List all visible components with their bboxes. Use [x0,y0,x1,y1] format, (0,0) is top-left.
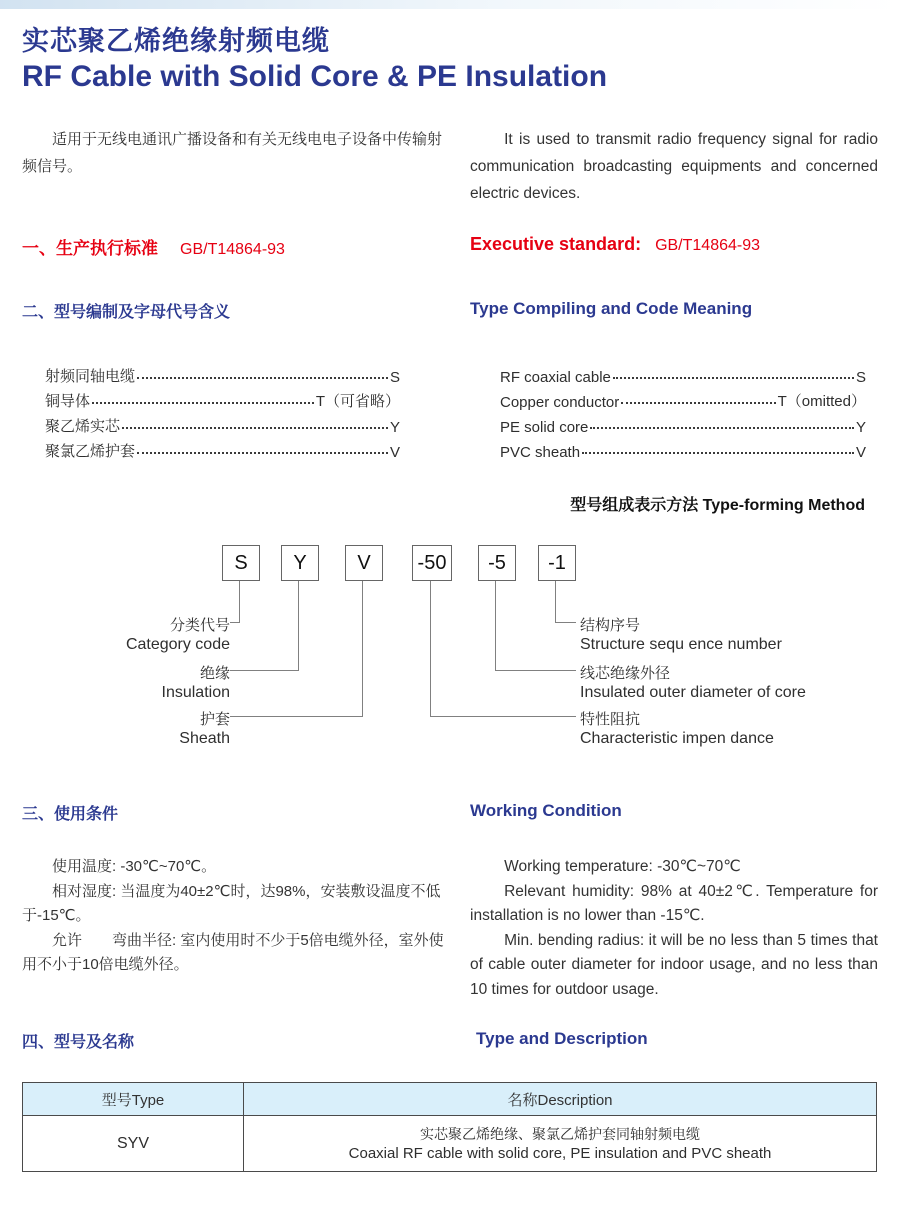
code-value: V [855,444,866,461]
connector-line [230,622,240,623]
section2-heading-row [22,299,878,322]
connector-line [430,581,431,716]
connector-line [230,716,363,717]
dotted-leader [582,452,854,454]
connector-line [555,581,556,622]
diagram-box-v: V [345,545,383,581]
wc-paragraph: Working temperature: -30℃~70℃ [504,858,741,875]
code-label: RF coaxial cable [500,369,611,386]
wc-paragraph: 允许 弯曲半径: 室内使用时不少于5倍电缆外径，室外使用不小于10倍电缆外径。 [22,931,444,973]
standard-heading-en: Executive standard: [470,234,642,254]
connector-line [495,581,496,670]
code-list-en [470,361,878,461]
diagram-label-category-code-zh: 分类代号 [169,617,230,634]
title-block [22,24,607,96]
working-condition-en [470,855,878,1002]
connector-line [239,581,240,622]
dotted-leader [92,402,314,404]
diagram-label-impedance-en: Characteristic impen dance [580,730,774,747]
diagram-label-category-code-en: Category code [125,636,230,653]
working-condition-zh [22,855,445,1002]
diagram-label-insulation-zh: 绝缘 [199,665,230,682]
top-accent-band [0,0,900,9]
page-title-en: RF Cable with Solid Core & PE Insulation [22,60,608,93]
code-value: S [855,369,866,386]
code-label: PE solid core [500,419,589,436]
table-row [23,1116,877,1172]
code-list-zh [22,361,445,461]
standard-en [470,234,878,259]
connector-line [298,581,299,670]
working-condition-row [22,855,878,1002]
diagram-box-5: -5 [478,545,516,581]
code-value: Y [855,419,866,436]
diagram-label-core-diameter-zh: 线芯绝缘外径 [580,665,671,682]
wc-paragraph: Min. bending radius: it will be no less than 5 times that of cable outer diameter for indoor usage, and no less than 10 times for outdoor usage. [470,931,878,998]
code-row [500,436,866,461]
connector-line [230,670,299,671]
diagram-box-50: -50 [412,545,452,581]
dotted-leader [122,427,388,429]
code-lists-row [22,361,878,461]
code-row [500,386,866,411]
intro-paragraph-zh: 适用于无线电通讯广播设备和有关无线电电子设备中传输射频信号。 [22,131,443,175]
dotted-leader [137,452,388,454]
section4-heading-en: Type and Description [476,1029,648,1048]
code-label: 射频同轴电缆 [45,368,136,385]
type-forming-method-heading: 型号组成表示方法 Type-forming Method [570,497,865,514]
code-label: PVC sheath [500,444,581,461]
diagram-box-s: S [222,545,260,581]
code-value: T（omitted） [777,393,866,410]
standard-row [22,234,878,259]
section2-heading-zh: 二、型号编制及字母代号含义 [22,304,231,321]
code-row [45,411,400,436]
code-value: T（可省略） [315,393,400,410]
standard-zh [22,234,445,259]
code-value: S [389,369,400,386]
type-description-table [22,1082,877,1172]
section4-heading-row [22,1029,878,1052]
connector-line [362,581,363,716]
table-cell-type: SYV [23,1116,244,1172]
description-en: Coaxial RF cable with solid core, PE insulation and PVC sheath [348,1144,772,1162]
wc-paragraph: Relevant humidity: 98% at 40±2℃. Temperature for installation is no lower than -15℃. [470,882,878,924]
diagram-box-y: Y [281,545,319,581]
section2-heading-en: Type Compiling and Code Meaning [470,299,753,318]
description-zh: 实芯聚乙烯绝缘、聚氯乙烯护套同轴射频电缆 [420,1125,700,1142]
dotted-leader [590,427,854,429]
code-row [45,436,400,461]
connector-line [495,670,576,671]
diagram-label-structure-number-en: Structure sequ ence number [580,636,782,653]
dotted-leader [613,377,854,379]
intro-paragraph-en: It is used to transmit radio frequency signal for radio communication broadcasting equipments and concerned electric devices. [470,131,878,202]
section3-heading-en: Working Condition [470,801,622,820]
diagram-label-insulation-en: Insulation [161,684,230,701]
table-header-type: 型号Type [23,1083,244,1116]
code-row [45,361,400,386]
code-label: 铜导体 [45,393,91,410]
diagram-box-1: -1 [538,545,576,581]
type-forming-diagram [0,538,900,770]
table-header-row [23,1083,877,1116]
code-label: 聚乙烯实芯 [45,418,121,435]
code-row [500,361,866,386]
code-value: Y [389,419,400,436]
diagram-label-core-diameter-en: Insulated outer diameter of core [580,684,806,701]
standard-value-zh: GB/T14864-93 [180,241,285,258]
diagram-label-sheath-zh: 护套 [199,711,230,728]
section3-heading-row [22,801,878,824]
diagram-label-structure-number-zh: 结构序号 [580,617,641,634]
code-row [500,411,866,436]
intro-row [22,126,878,207]
diagram-label-sheath-en: Sheath [179,730,230,747]
diagram-label-impedance-zh: 特性阻抗 [580,711,641,728]
section3-heading-zh: 三、使用条件 [22,806,119,823]
connector-line [430,716,576,717]
wc-paragraph: 相对湿度: 当温度为40±2℃时，达98%，安装敷设温度不低于-15℃。 [22,882,441,924]
standard-value-en: GB/T14864-93 [655,237,761,254]
table-cell-description [244,1116,877,1172]
connector-line [555,622,576,623]
dotted-leader [137,377,388,379]
code-value: V [389,444,400,461]
table-header-description: 名称Description [244,1083,877,1116]
code-row [45,386,400,411]
wc-paragraph: 使用温度: -30℃~70℃。 [52,858,217,875]
page-title-zh: 实芯聚乙烯绝缘射频电缆 [22,26,330,56]
section4-heading-zh: 四、型号及名称 [22,1034,135,1051]
code-label: 聚氯乙烯护套 [45,443,136,460]
standard-heading-zh: 一、生产执行标准 [22,239,158,258]
dotted-leader [621,402,775,404]
code-label: Copper conductor [500,394,620,411]
